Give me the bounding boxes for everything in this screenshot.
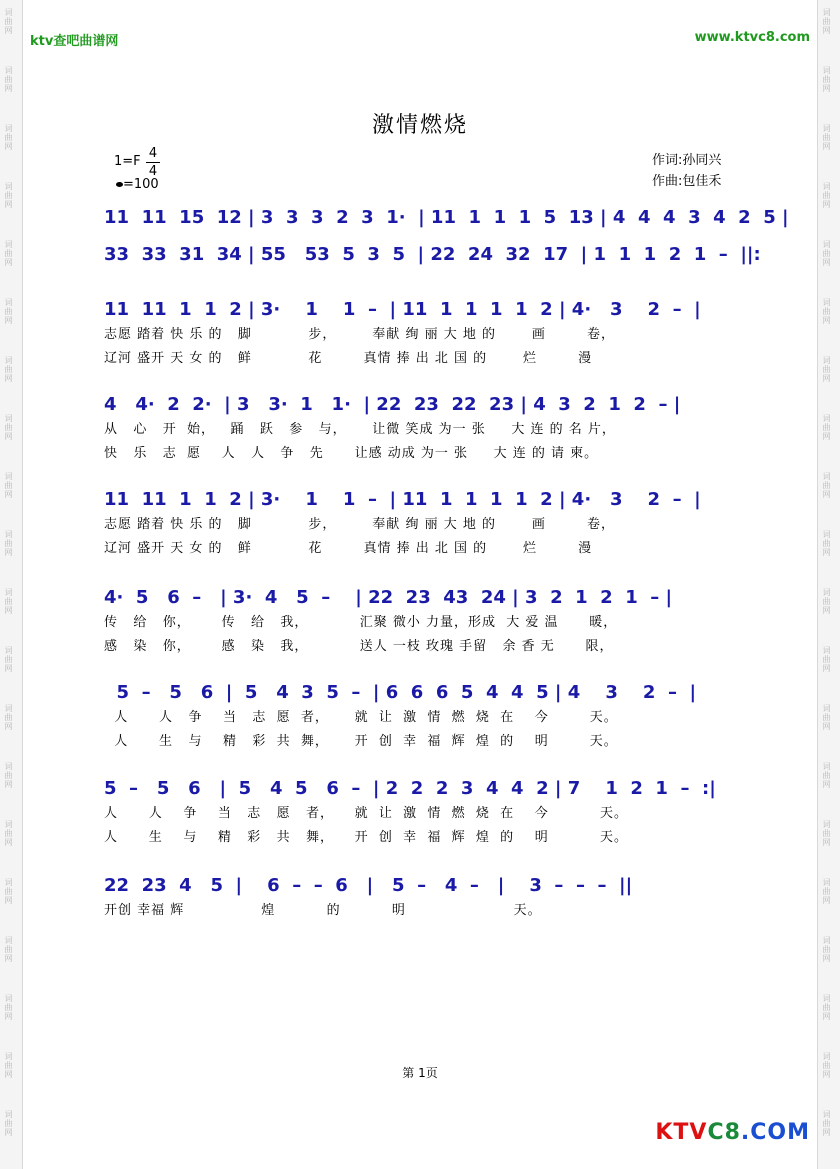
side-watermark-text: 词曲网 [4, 588, 13, 615]
key-signature: 1=F [114, 154, 141, 169]
time-signature [146, 145, 160, 180]
side-watermark-text: 词曲网 [4, 994, 13, 1021]
notation-line: 11 11 1 1 2 | 3· 1 1 – | 11 1 1 1 1 2 | 4· 3 2 – | [104, 489, 701, 510]
tempo-value: =100 [123, 177, 159, 192]
lyric-line: 快 乐 志 愿 人 人 争 先 让感 动成 为一 张 大 连 的 请 柬。 [104, 446, 599, 461]
side-watermark-text: 词曲网 [822, 414, 831, 441]
logo-part-c: .COM [740, 1120, 810, 1145]
side-watermark-text: 词曲网 [4, 878, 13, 905]
side-watermark-text: 词曲网 [822, 820, 831, 847]
side-watermark-text: 词曲网 [822, 298, 831, 325]
lyric-line: 人 人 争 当 志 愿 者， 就 让 激 情 燃 烧 在 今 天。 [104, 710, 618, 725]
score-row [104, 205, 789, 231]
side-watermark-text: 词曲网 [822, 588, 831, 615]
side-watermark-text: 词曲网 [822, 8, 831, 35]
score-row [104, 873, 754, 923]
page-number: 第 1页 [402, 1066, 438, 1080]
side-watermark-text: 词曲网 [4, 182, 13, 209]
side-watermark-text: 词曲网 [822, 1110, 831, 1137]
side-watermark-text: 词曲网 [822, 530, 831, 557]
side-watermark-text: 词曲网 [4, 124, 13, 151]
notation-line: 22 23 4 5 | 6 – – 6 | 5 – 4 – | 3 – – – || [104, 875, 633, 896]
right-watermark-strip [817, 0, 840, 1169]
score-row [104, 776, 754, 850]
side-watermark-text: 词曲网 [822, 240, 831, 267]
logo-part-b: C8 [707, 1120, 741, 1145]
notation-line: 33 33 31 34 | 55 53 5 3 5 | 22 24 32 17 | 1 1 1 2 1 – ||: [104, 244, 761, 265]
lyric-line: 志愿 踏着 快 乐 的 脚 步， 奉献 绚 丽 大 地 的 画 卷， [104, 327, 615, 342]
score-row [104, 392, 754, 466]
notation-line: 11 11 15 12 | 3 3 3 2 3 1· | 11 1 1 1 5 13 | 4 4 4 3 4 2 5 | [104, 207, 789, 228]
song-title: 激情燃烧 [371, 113, 468, 138]
lyric-line: 志愿 踏着 快 乐 的 脚 步， 奉献 绚 丽 大 地 的 画 卷， [104, 517, 615, 532]
side-watermark-text: 词曲网 [4, 66, 13, 93]
side-watermark-text: 词曲网 [4, 820, 13, 847]
side-watermark-text: 词曲网 [4, 356, 13, 383]
side-watermark-text: 词曲网 [822, 1052, 831, 1079]
credits [652, 150, 721, 192]
side-watermark-text: 词曲网 [822, 704, 831, 731]
side-watermark-text: 词曲网 [822, 182, 831, 209]
notation-line: 4 4· 2 2· | 3 3· 1 1· | 22 23 22 23 | 4 3 2 1 2 – | [104, 394, 681, 415]
score-row [104, 585, 754, 659]
time-bottom: 4 [148, 164, 158, 179]
side-watermark-text: 词曲网 [4, 762, 13, 789]
tempo-marking [116, 177, 159, 192]
lyric-line: 辽河 盛开 天 女 的 鲜 花 真情 捧 出 北 国 的 烂 漫 [104, 351, 593, 366]
lyric-line: 从 心 开 始， 踊 跃 参 与， 让微 笑成 为一 张 大 连 的 名 片， [104, 422, 616, 437]
side-watermark-text: 词曲网 [822, 878, 831, 905]
lyric-line: 开创 幸福 辉 煌 的 明 天。 [104, 903, 542, 918]
lyric-line: 感 染 你， 感 染 我， 送人 一枝 玫瑰 手留 余 香 无 限， [104, 639, 614, 654]
lyric-line: 人 生 与 精 彩 共 舞， 开 创 幸 福 辉 煌 的 明 天。 [104, 830, 629, 845]
side-watermark-text: 词曲网 [822, 936, 831, 963]
composer: 作曲:包佳禾 [652, 174, 722, 189]
side-watermark-text: 词曲网 [822, 356, 831, 383]
side-watermark-text: 词曲网 [4, 704, 13, 731]
lyric-line: 传 给 你， 传 给 我， 汇聚 微小 力量，形成 大 爱 温 暖， [104, 615, 618, 630]
side-watermark-text: 词曲网 [4, 472, 13, 499]
site-url-right: www.ktvc8.com [694, 30, 810, 45]
side-watermark-text: 词曲网 [822, 646, 831, 673]
site-name-left: ktv查吧曲谱网 [30, 34, 119, 49]
side-watermark-text: 词曲网 [822, 472, 831, 499]
lyric-line: 辽河 盛开 天 女 的 鲜 花 真情 捧 出 北 国 的 烂 漫 [104, 541, 593, 556]
side-watermark-text: 词曲网 [4, 8, 13, 35]
side-watermark-text: 词曲网 [4, 936, 13, 963]
side-watermark-text: 词曲网 [4, 1052, 13, 1079]
side-watermark-text: 词曲网 [4, 1110, 13, 1137]
side-watermark-text: 词曲网 [4, 646, 13, 673]
lyric-line: 人 人 争 当 志 愿 者， 就 让 激 情 燃 烧 在 今 天。 [104, 806, 629, 821]
side-watermark-text: 词曲网 [822, 66, 831, 93]
notation-line: 4· 5 6 – | 3· 4 5 – | 22 23 43 24 | 3 2 1 2 1 – | [104, 587, 673, 608]
logo-part-a: KTV [655, 1120, 708, 1145]
side-watermark-text: 词曲网 [4, 240, 13, 267]
quarter-note-icon [116, 182, 123, 187]
side-watermark-text: 词曲网 [822, 762, 831, 789]
score-row [104, 242, 761, 268]
side-watermark-text: 词曲网 [4, 530, 13, 557]
notation-line: 5 – 5 6 | 5 4 5 6 – | 2 2 2 3 4 4 2 | 7 1 2 1 – :| [104, 778, 716, 799]
side-watermark-text: 词曲网 [4, 414, 13, 441]
side-watermark-text: 词曲网 [822, 994, 831, 1021]
score-row [104, 297, 754, 371]
time-top: 4 [148, 146, 158, 161]
site-logo [655, 1120, 810, 1145]
lyricist: 作词:孙同兴 [652, 153, 722, 168]
left-watermark-strip [0, 0, 23, 1169]
notation-line: 5 – 5 6 | 5 4 3 5 – | 6 6 6 5 4 4 5 | 4 3 2 – | [104, 682, 697, 703]
side-watermark-text: 词曲网 [4, 298, 13, 325]
notation-line: 11 11 1 1 2 | 3· 1 1 – | 11 1 1 1 1 2 | 4· 3 2 – | [104, 299, 701, 320]
side-watermark-text: 词曲网 [822, 124, 831, 151]
score-row [104, 487, 754, 561]
score-row [104, 680, 754, 754]
lyric-line: 人 生 与 精 彩 共 舞， 开 创 幸 福 辉 煌 的 明 天。 [104, 734, 618, 749]
